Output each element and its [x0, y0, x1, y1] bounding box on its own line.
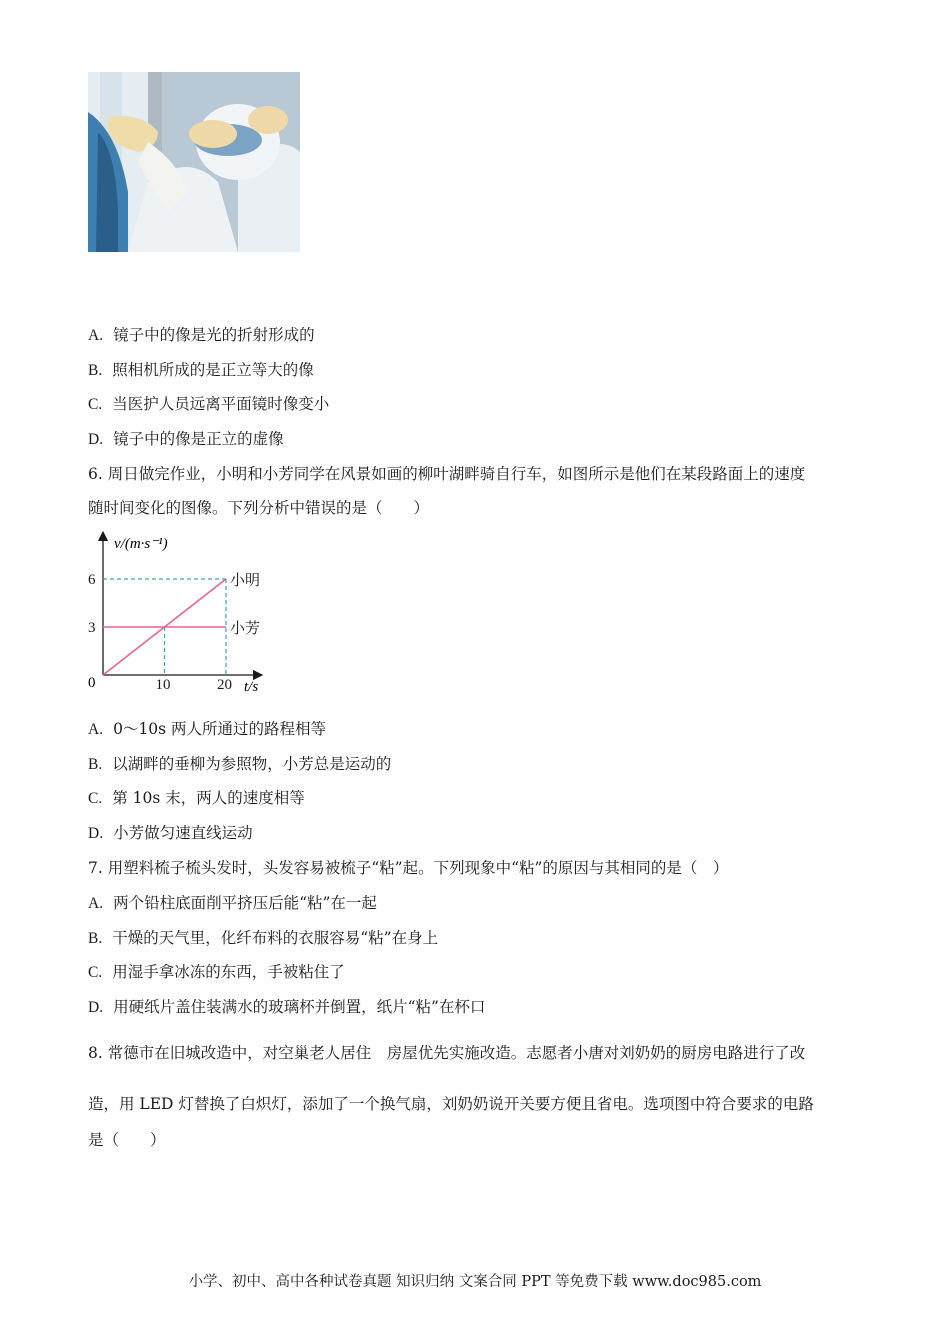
- q5-option-d: [88, 429, 284, 450]
- option-text: 镜子中的像是光的折射形成的: [113, 326, 315, 344]
- option-letter: B.: [88, 930, 103, 947]
- q6-stem-line1: 6. 周日做完作业，小明和小芳同学在风景如画的柳叶湖畔骑自行车，如图所示是他们在某段路面上的速度: [88, 465, 806, 483]
- option-letter: A.: [88, 721, 104, 738]
- q7-option-a: [88, 893, 377, 914]
- y-tick-label-0: 3: [88, 620, 96, 636]
- option-text: 0～10s 两人所通过的路程相等: [113, 720, 327, 738]
- mirror-photo: [88, 72, 300, 252]
- velocity-time-chart: [80, 530, 280, 700]
- option-text: 当医护人员远离平面镜时像变小: [112, 395, 330, 413]
- q7-stem: 7. 用塑料梳子梳头发时，头发容易被梳子“粘”起。下列现象中“粘”的原因与其相同的是（ ）: [88, 859, 729, 877]
- option-letter: D.: [88, 999, 104, 1016]
- option-letter: C.: [88, 790, 103, 807]
- q8-stem-line3: 是（ ）: [88, 1131, 166, 1149]
- origin-label: 0: [88, 675, 96, 691]
- series-label-1: 小芳: [230, 619, 261, 637]
- q6-stem-line2: 随时间变化的图像。下列分析中错误的是（ ）: [88, 499, 430, 517]
- option-letter: D.: [88, 825, 104, 842]
- q5-option-a: [88, 325, 315, 346]
- option-text: 照相机所成的是正立等大的像: [112, 361, 314, 379]
- q7-option-b: [88, 928, 438, 949]
- y-tick-label-1: 6: [88, 572, 96, 588]
- option-letter: C.: [88, 396, 103, 413]
- x-tick-label-0: 10: [155, 677, 171, 693]
- x-tick-label-1: 20: [217, 677, 232, 693]
- option-letter: A.: [88, 895, 104, 912]
- option-text: 用湿手拿冰冻的东西，手被粘住了: [112, 963, 345, 981]
- q7-option-d: [88, 997, 485, 1018]
- option-text: 两个铅柱底面削平挤压后能“粘”在一起: [113, 894, 377, 912]
- series-label-0: 小明: [230, 571, 261, 589]
- option-text: 第 10s 末，两人的速度相等: [112, 789, 305, 807]
- velocity-time-svg: [80, 530, 280, 700]
- x-axis-label: t/s: [244, 679, 259, 695]
- q8-stem-line1: 8. 常德市在旧城改造中，对空巢老人居住 房屋优先实施改造。志愿者小唐对刘奶奶的厨房电路进行了改: [88, 1044, 806, 1062]
- option-text: 以湖畔的垂柳为参照物，小芳总是运动的: [112, 755, 392, 773]
- q6-option-c: [88, 788, 305, 809]
- option-letter: A.: [88, 327, 104, 344]
- page-footer: 小学、初中、高中各种试卷真题 知识归纳 文案合同 PPT 等免费下载 www.doc985.com: [188, 1274, 762, 1290]
- y-axis-label: v/(m·s⁻¹): [114, 536, 168, 552]
- option-letter: B.: [88, 756, 103, 773]
- option-letter: C.: [88, 964, 103, 981]
- option-text: 用硬纸片盖住装满水的玻璃杯并倒置，纸片“粘”在杯口: [113, 998, 486, 1016]
- q8-stem-line2: 造，用 LED 灯替换了白炽灯，添加了一个换气扇，刘奶奶说开关要方便且省电。选项图中符合要求的电路: [88, 1095, 814, 1113]
- option-text: 干燥的天气里，化纤布料的衣服容易“粘”在身上: [112, 929, 439, 947]
- q6-option-a: [88, 719, 326, 740]
- q5-option-b: [88, 360, 314, 381]
- option-letter: B.: [88, 362, 103, 379]
- q7-option-c: [88, 962, 345, 983]
- q5-option-c: [88, 394, 329, 415]
- q6-option-b: [88, 754, 391, 775]
- option-text: 小芳做匀速直线运动: [113, 824, 253, 842]
- q6-option-d: [88, 823, 253, 844]
- option-text: 镜子中的像是正立的虚像: [113, 430, 284, 448]
- option-letter: D.: [88, 431, 104, 448]
